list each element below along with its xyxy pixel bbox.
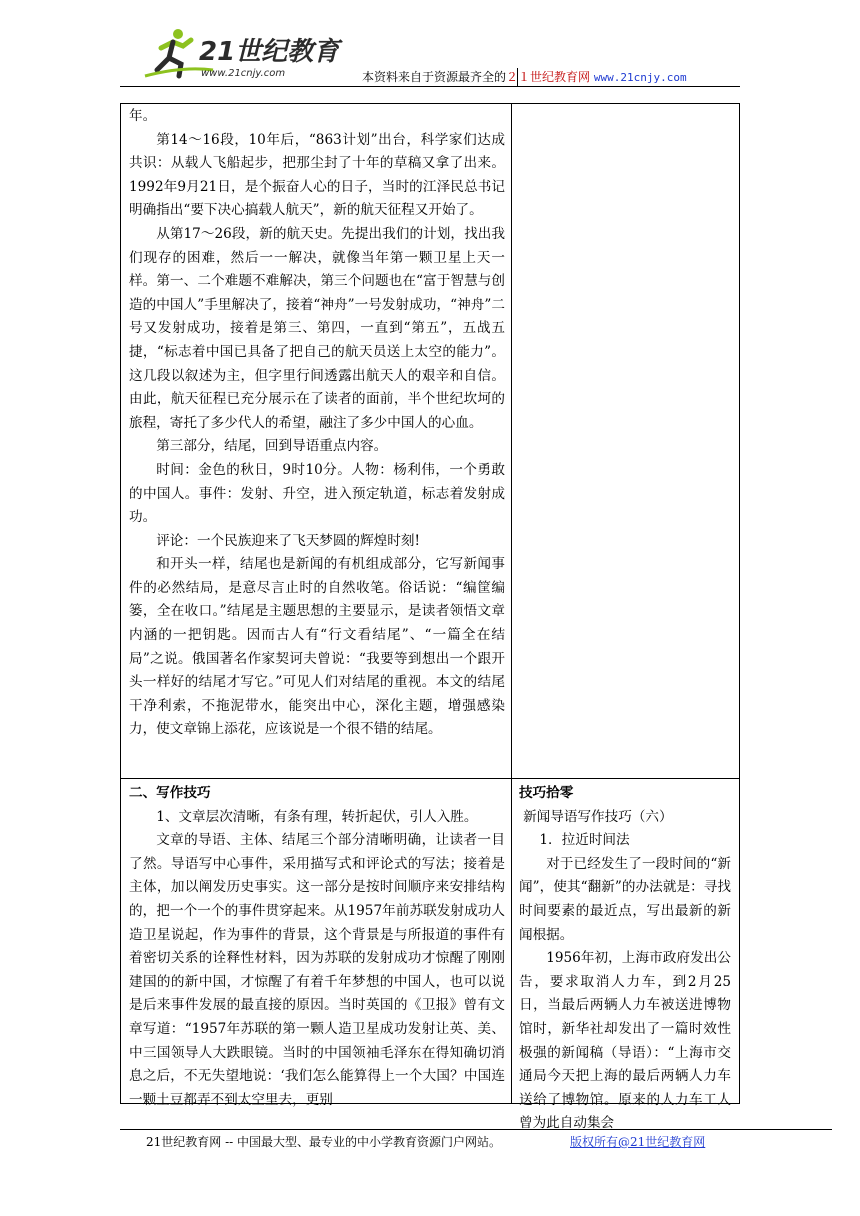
page-header [0, 0, 860, 100]
tips-item-heading: 1．拉近时间法 [539, 832, 630, 849]
paragraph: 年。 [129, 108, 157, 124]
header-rule [120, 86, 740, 87]
cell-writing-skills [129, 782, 505, 1112]
footer-copyright-link[interactable]: 版权所有@21世纪教育网 [570, 1135, 706, 1149]
header-url-link[interactable]: www.21cnjy.com [593, 71, 687, 84]
footer-text: 21世纪教育网 -- 中国最大型、最专业的中小学教育资源门户网站。 [146, 1135, 502, 1149]
paragraph: 第14～16段，10年后，“863计划”出台，科学家们达成共识：从载人飞船起步，把那尘封了十年的草稿又拿了出来。1992年9月21日，是个振奋人心的日子，当时的江泽民总书记明确指出“要下决心搞载人航天”，新的航天征程又开始了。 [129, 131, 505, 219]
content-table [120, 103, 740, 1132]
site-logo[interactable] [143, 26, 343, 86]
header-note-prefix: 本资料来自于资源最齐全的 [362, 70, 507, 84]
paragraph: 第三部分，结尾，回到导语重点内容。 [156, 438, 388, 455]
logo-url: www.21cnjy.com [201, 68, 286, 79]
header-divider [517, 68, 518, 86]
paragraph: 评论：一个民族迎来了飞天梦圆的辉煌时刻! [156, 532, 420, 549]
logo-graphic [143, 26, 343, 86]
point-heading: 1、文章层次清晰，有条有理，转折起伏，引人入胜。 [156, 808, 478, 825]
paragraph: 1956年初，上海市政府发出公告，要求取消人力车，到2月25日，当最后两辆人力车被送进博物馆时，新华社却发出了一篇时效性极强的新闻稿（导语）：“上海市交通局今天把上海的最后两辆人力车送给了博物馆。原来的人力车工人曾为此自动集会 [519, 950, 731, 1132]
tips-subtitle: 新闻导语写作技巧（六） [523, 808, 673, 825]
paragraph: 和开头一样，结尾也是新闻的有机组成部分，它写新闻事件的必然结局，是意尽言止时的自然收笔。俗话说：“编筐编篓，全在收口。”结尾是主题思想的主要显示，是读者领悟文章内涵的一把钥匙。因而古人有“行文看结尾”、“一篇全在结局”之说。俄国著名作家契诃夫曾说：“我要等到想出一个跟开头一样好的结尾才写它。”可见人们对结尾的重视。本文的结尾干净利索，不拖泥带水，能突出中心，深化主题，增强感染力，使文章锦上添花，应该说是一个很不错的结尾。 [129, 556, 505, 738]
tips-heading: 技巧拾零 [519, 785, 574, 801]
paragraph: 对于已经发生了一段时间的“新闻”，使其“翻新”的办法就是：寻找时间要素的最近点，写出最新的新闻根据。 [519, 855, 731, 943]
logo-text: 21世纪教育 [199, 37, 340, 67]
footer-rule [120, 1129, 832, 1130]
header-note [362, 68, 687, 85]
paragraph: 从第17～26段，新的航天史。先提出我们的计划，找出我们现存的困难，然后一一解决，就像当年第一颗卫星上天一样。第一、二个难题不难解决，第三个问题也在“富于智慧与创造的中国人”手里解决了，接着“神舟”一号发射成功，“神舟”二号又发射成功，接着是第三、第四，一直到“第五”，五战五捷，“标志着中国已具备了把自己的航天员送上太空的能力”。这几段以叙述为主，但字里行间透露出航天人的艰辛和自信。由此，航天征程已充分展示在了读者的面前，半个世纪坎坷的旅程，寄托了多少代人的希望，融注了多少中国人的心血。 [129, 225, 505, 431]
column-divider [511, 104, 512, 1103]
paragraph: 时间：金色的秋日，9时10分。人物：杨利伟，一个勇敢的中国人。事件：发射、升空，进入预定轨道，标志着发射成功。 [129, 461, 505, 526]
cell-analysis-continued [129, 105, 505, 742]
header-site-link[interactable]: ２１世纪教育网 [506, 70, 591, 84]
row-divider [121, 778, 739, 779]
cell-tips [519, 782, 731, 1136]
section-heading: 二、写作技巧 [129, 785, 211, 801]
paragraph: 文章的导语、主体、结尾三个部分清晰明确，让读者一目了然。导语写中心事件，采用描写式和评论式的写法；接着是主体，加以阐发历史事实。这一部分是按时间顺序来安排结构的，把一个一个的事件贯穿起来。从1957年前苏联发射成功人造卫星说起，作为事件的背景，这个背景是与所报道的事件有着密切关系的诠释性材料，因为苏联的发射成功才惊醒了刚刚建国的的新中国，才惊醒了有着千年梦想的中国人，也可以说是后来事件发展的最直接的原因。当时英国的《卫报》曾有文章写道：“1957年苏联的第一颗人造卫星成功发射让英、美、中三国领导人大跌眼镜。当时的中国领袖毛泽东在得知确切消息之后，不无失望地说：‘我们怎么能算得上一个大国？中国连一颗土豆都弄不到太空里去，更别 [129, 832, 505, 1108]
